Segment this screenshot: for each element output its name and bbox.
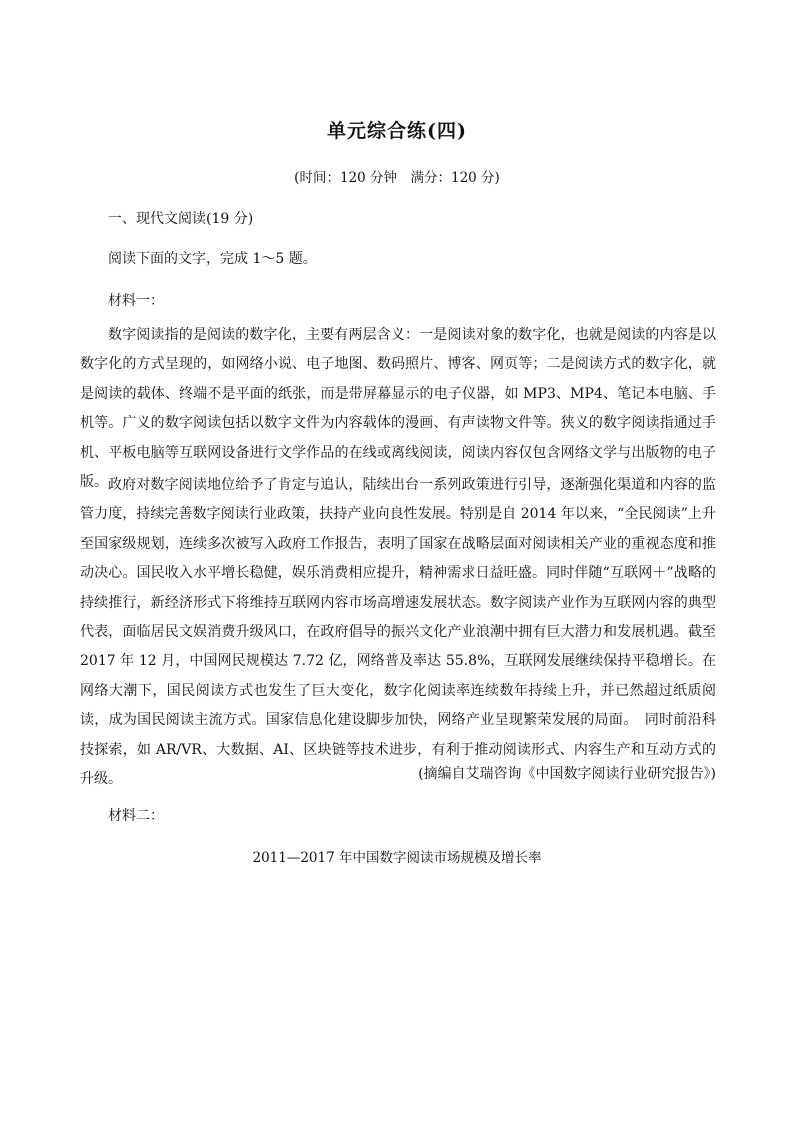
material1-label: 材料一： [108,293,164,309]
paragraph-text: 数字阅读指的是阅读的数字化，主要有两层含义：一是阅读对象的数字化，也就是阅读的内容是以数字化的方式呈现的，如网络小说、电子地图、数码照片、博客、网页等；二是阅读方式的数字化，就是阅读的载体、终端不是平面的纸张，而是带屏幕显示的电子仪器，如 MP3、MP4、笔记本电脑、手机等。广义的数字阅读包括以数字文件为内容载体的漫画、有声读物文件等。狭义的数字阅读指通过手机、平板电脑等互联网设备进行文学作品的在线或离线阅读，阅读内容仅包含网络文学与出版物的电子版。 [80,327,716,491]
material2-chart-title: 2011—2017 年中国数字阅读市场规模及增长率 [252,850,542,866]
reading-instruction: 阅读下面的文字，完成 1～5 题。 [108,251,317,267]
material1-source-citation: (摘编自艾瑞咨询《中国数字阅读行业研究报告》) [418,766,716,782]
material2-label: 材料二： [108,808,164,824]
paragraph-text: 政府对数字阅读地位给予了肯定与追认，陆续出台一系列政策进行引导，逐渐强化渠道和内容的监管力度，持续完善数字阅读行业政策，扶持产业向良性发展。特别是自 2014 年以来，“全民阅读”上升至国家级规划，连续多次被写入政府工作报告，表明了国家在战略层面对阅读相关产业的重视态度和推动决心。国民收入水平增长稳健，娱乐消费相应提升，精神需求日益旺盛。同时伴随“互联网＋”战略的持续推行，新经济形式下将维持互联网内容市场高增速发展状态。数字阅读产业作为互联网内容的典型代表，面临居民文娱消费升级风口，在政府倡导的振兴文化产业浪潮中拥有巨大潜力和发展机遇。截至 2017 年 12 月，中国网民规模达 7.72 亿，网络普及率达 55.8%，互联网发展继续保持平稳增长。在网络大潮下，国民阅读方式也发生了巨大变化，数字化阅读率连续数年持续上升，并已然超过纸质阅读，成为国民阅读主流方式。国家信息化建设脚步加快，网络产业呈现繁荣发展的局面。 同时前沿科技探索，如 AR/VR、大数据、AI、区块链等技术进步，有利于推动阅读形式、内容生产和互动方式的升级。 [80,477,716,788]
page-title: 单元综合练(四) [327,120,467,142]
exam-time-score: (时间：120 分钟 满分：120 分) [294,170,500,186]
material1-paragraph-2 [80,471,716,794]
section-heading-reading: 一、现代文阅读(19 分) [108,211,254,227]
